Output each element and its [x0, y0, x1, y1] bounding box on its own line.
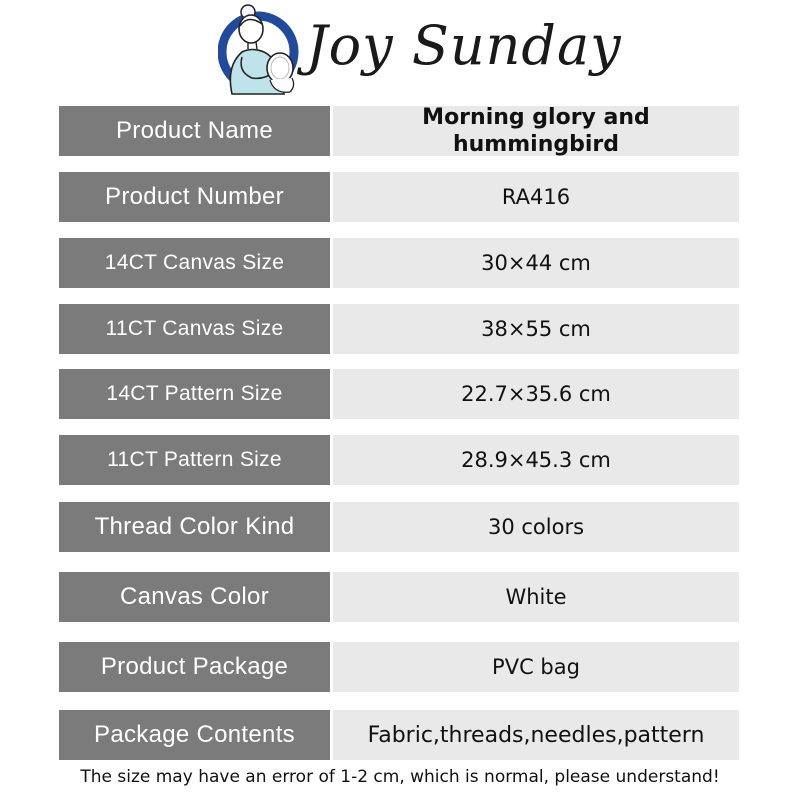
spec-row-thread-color-kind — [59, 502, 739, 552]
spec-value: 22.7×35.6 cm — [333, 369, 739, 419]
spec-label: 14CT Pattern Size — [59, 369, 330, 419]
spec-value: RA416 — [333, 172, 739, 222]
spec-label: 11CT Canvas Size — [59, 304, 330, 354]
spec-value: 28.9×45.3 cm — [333, 435, 739, 485]
spec-label: 11CT Pattern Size — [59, 435, 330, 485]
spec-value: White — [333, 572, 739, 622]
spec-row-14ct-canvas-size — [59, 238, 739, 288]
spec-label: Thread Color Kind — [59, 502, 330, 552]
spec-value: PVC bag — [333, 642, 739, 692]
spec-label: Package Contents — [59, 710, 330, 760]
brand-name: Joy Sunday — [306, 14, 622, 77]
spec-label: Canvas Color — [59, 572, 330, 622]
woman-embroidering-icon — [218, 2, 304, 96]
spec-row-product-package — [59, 642, 739, 692]
size-disclaimer: The size may have an error of 1-2 cm, which is normal, please understand! — [80, 767, 720, 787]
spec-value: 30×44 cm — [333, 238, 739, 288]
spec-row-package-contents — [59, 710, 739, 760]
spec-label: Product Name — [59, 106, 330, 156]
spec-row-product-name — [59, 106, 739, 156]
spec-row-14ct-pattern-size — [59, 369, 739, 419]
spec-value: Morning glory and hummingbird — [333, 106, 739, 156]
header — [0, 0, 800, 100]
spec-row-product-number — [59, 172, 739, 222]
spec-row-11ct-pattern-size — [59, 435, 739, 485]
spec-value: Fabric,threads,needles,pattern — [333, 710, 739, 760]
spec-value: 30 colors — [333, 502, 739, 552]
spec-row-11ct-canvas-size — [59, 304, 739, 354]
spec-value: 38×55 cm — [333, 304, 739, 354]
spec-label: Product Number — [59, 172, 330, 222]
spec-row-canvas-color — [59, 572, 739, 622]
spec-label: 14CT Canvas Size — [59, 238, 330, 288]
spec-label: Product Package — [59, 642, 330, 692]
